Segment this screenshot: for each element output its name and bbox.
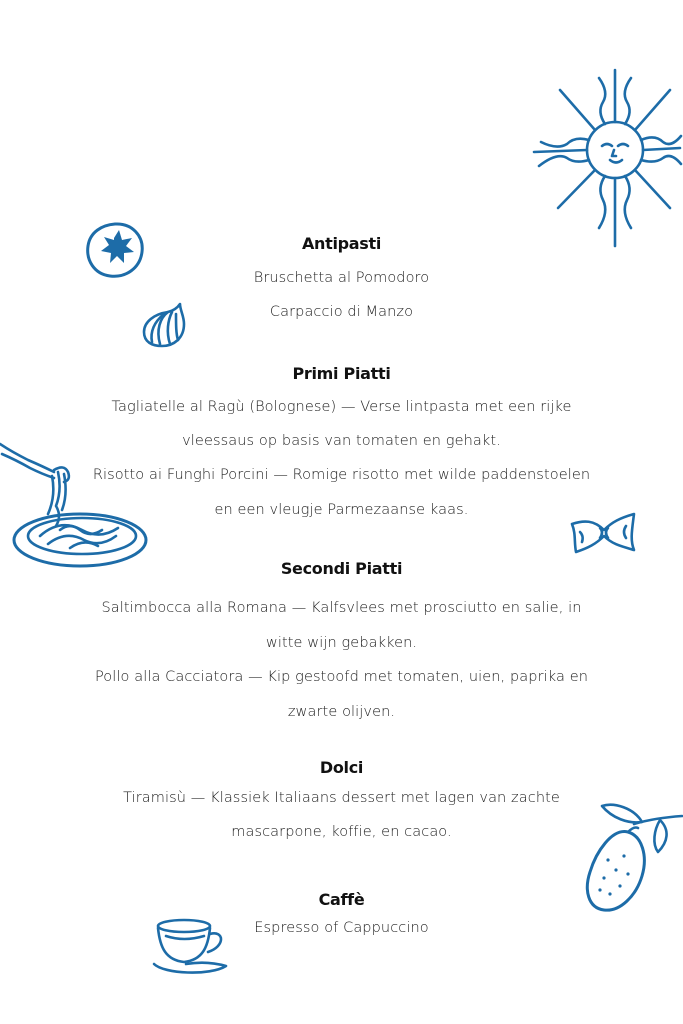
section-title-secondi-piatti: Secondi Piatti [280, 559, 403, 578]
coffee-cup-icon [152, 918, 228, 978]
menu-line: Carpaccio di Manzo [269, 304, 414, 320]
menu-line: Espresso of Cappuccino [254, 920, 429, 936]
menu-line: Saltimbocca alla Romana — Kalfsvlees met prosciutto en salie, in [101, 600, 582, 616]
menu-line: Pollo alla Cacciatora — Kip gestoofd met tomaten, uien, paprika en [94, 669, 589, 685]
tomato-icon [84, 220, 146, 280]
pasta-plate-icon [0, 440, 150, 572]
section-title-dolci: Dolci [319, 758, 364, 777]
menu-line: Tiramisù — Klassiek Italiaans dessert met lagen van zachte [123, 790, 560, 806]
sun-icon [530, 68, 683, 250]
menu-line: vleessaus op basis van tomaten en gehakt. [182, 433, 501, 449]
section-title-caffe: Caffè [318, 890, 365, 909]
onion-icon [140, 300, 188, 348]
menu-line: witte wijn gebakken. [265, 635, 418, 651]
farfalle-icon [570, 508, 638, 556]
lemon-icon [584, 800, 683, 916]
menu-line: mascarpone, koffie, en cacao. [231, 824, 452, 840]
section-title-antipasti: Antipasti [301, 234, 382, 253]
menu-line: en een vleugje Parmezaanse kaas. [214, 502, 469, 518]
menu-line: Tagliatelle al Ragù (Bolognese) — Verse lintpasta met een rijke [111, 399, 572, 415]
menu-line: Risotto ai Funghi Porcini — Romige risotto met wilde paddenstoelen [92, 467, 591, 483]
menu-line: Bruschetta al Pomodoro [253, 270, 430, 286]
menu-line: zwarte olijven. [287, 704, 396, 720]
section-title-primi-piatti: Primi Piatti [292, 364, 391, 383]
